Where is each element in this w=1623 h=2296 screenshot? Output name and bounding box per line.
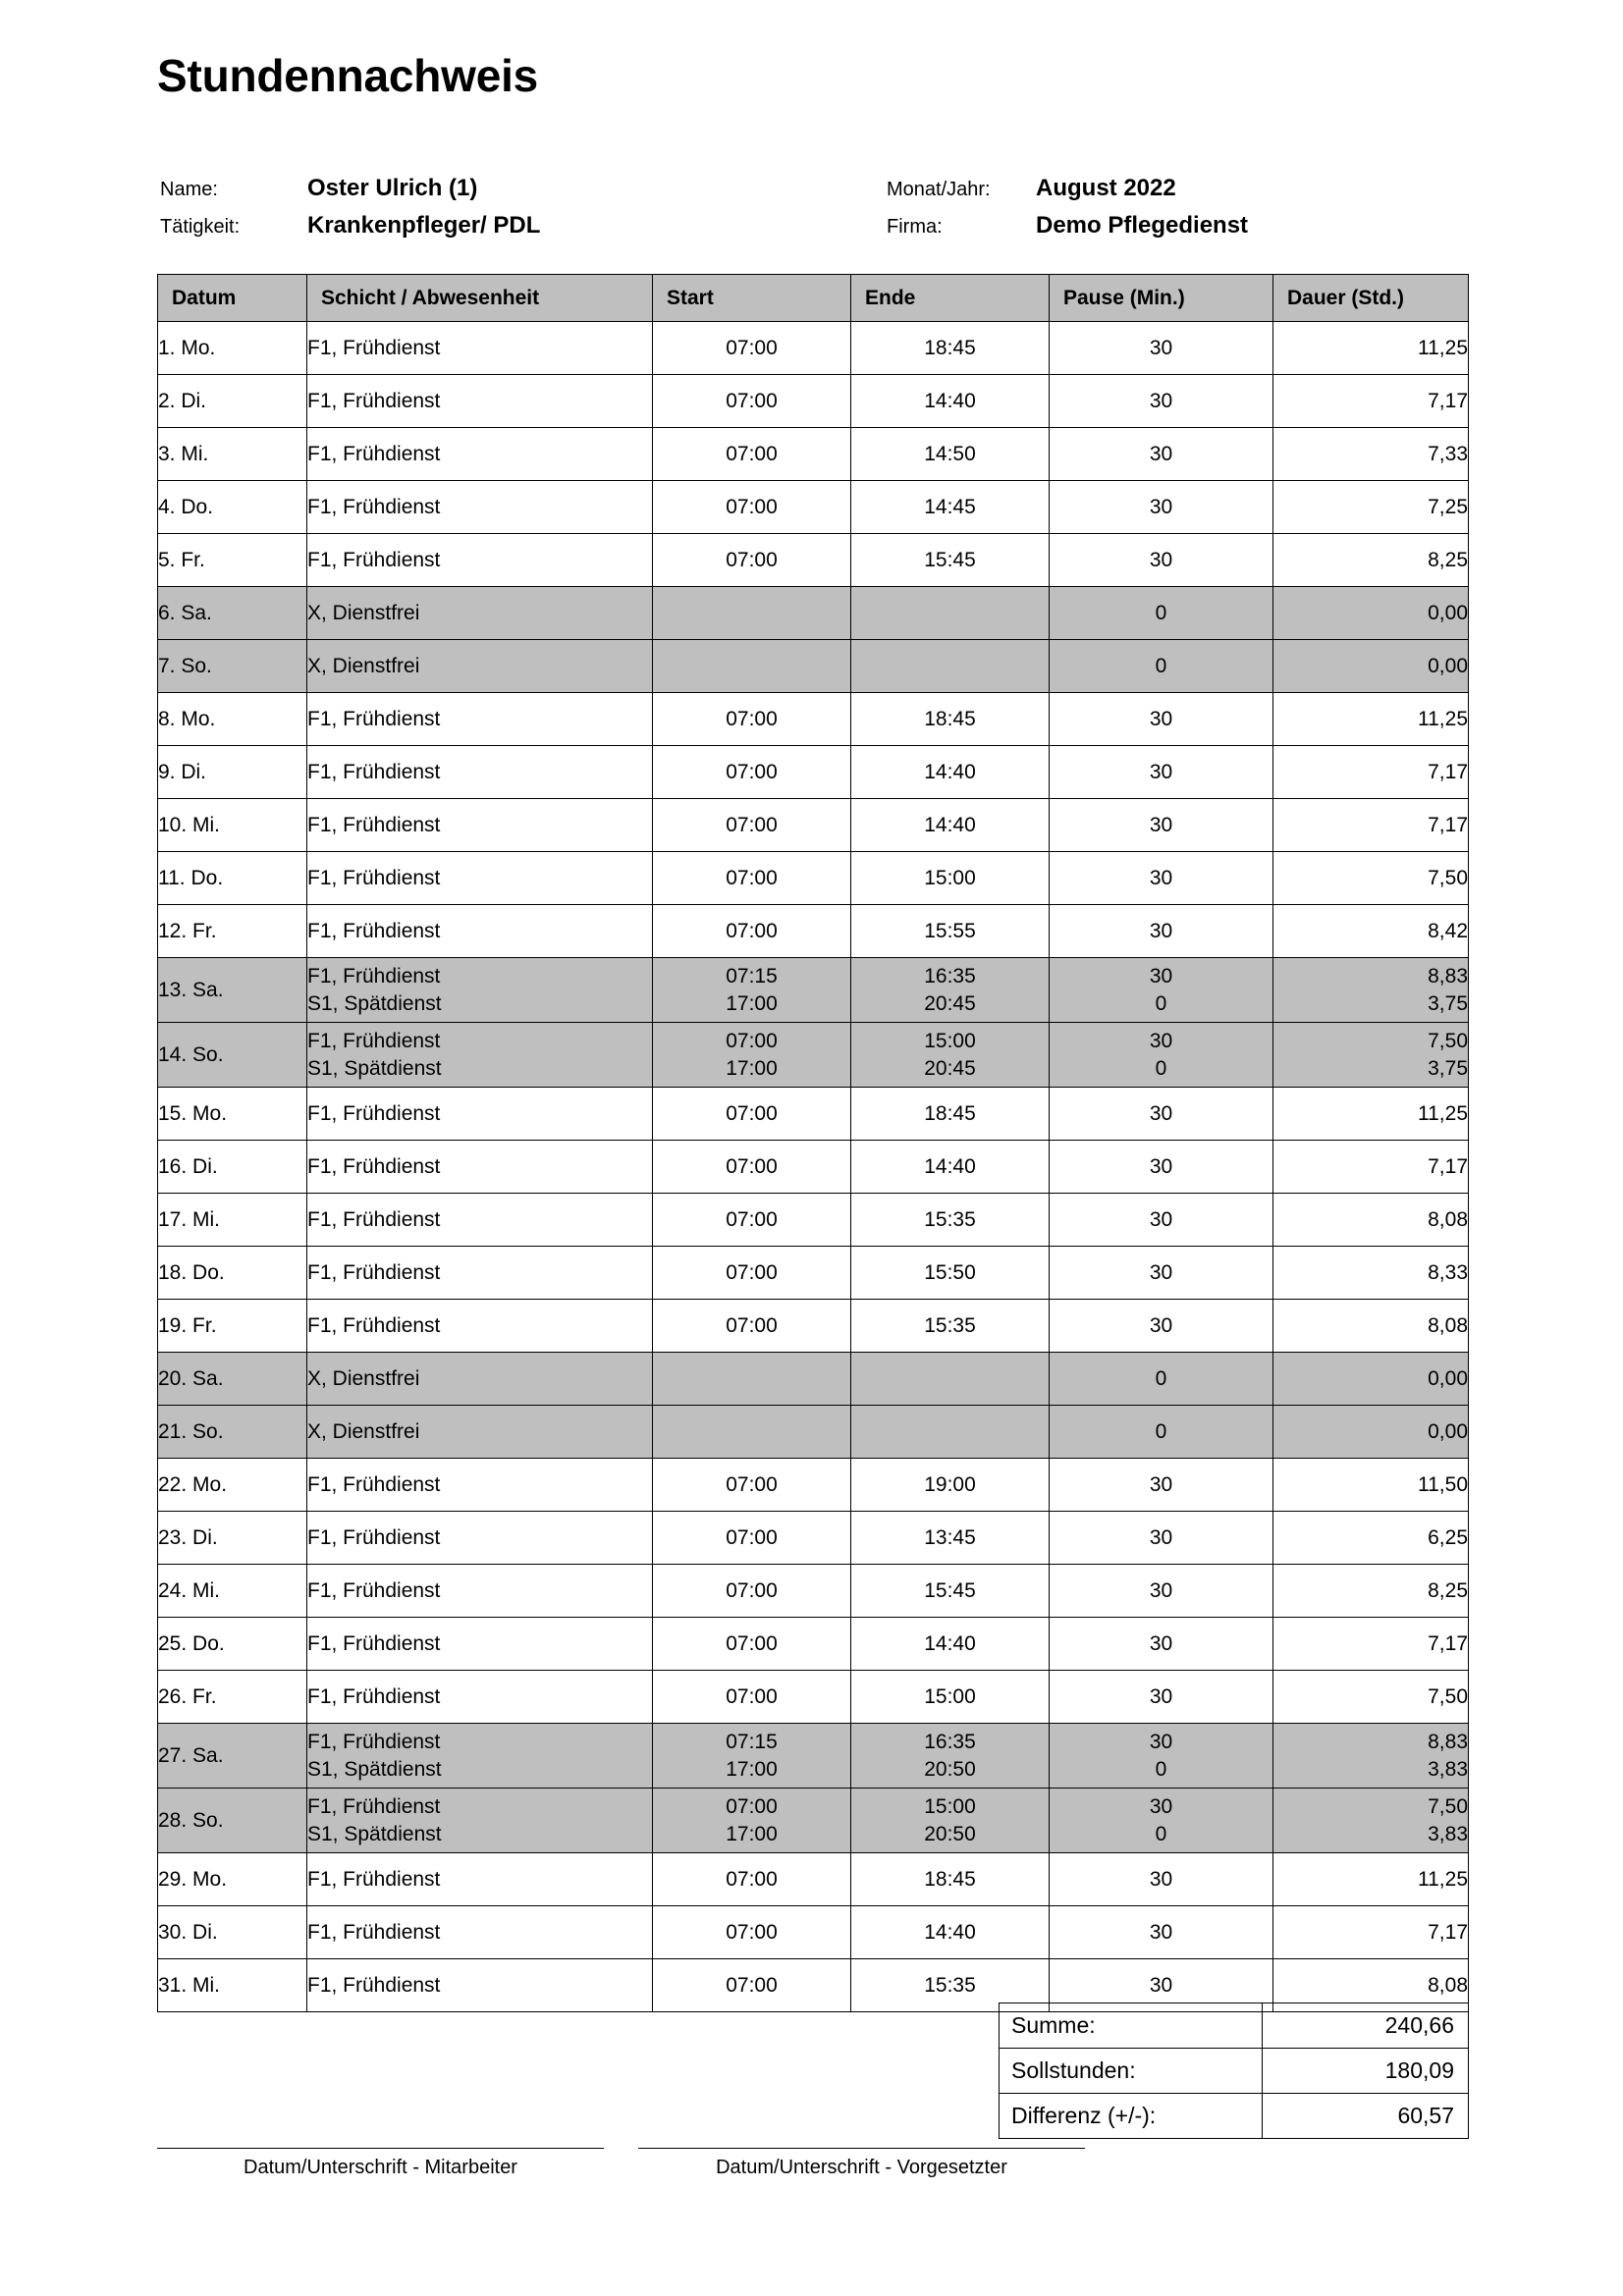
cell-ende: 15:00 20:50 [851, 1789, 1050, 1853]
cell-pause: 0 [1050, 1353, 1273, 1406]
cell-dauer: 11,50 [1273, 1459, 1469, 1512]
table-row [158, 534, 1469, 587]
cell-dauer: 8,25 [1273, 534, 1469, 587]
cell-schicht: F1, Frühdienst S1, Spätdienst [307, 958, 653, 1023]
cell-start: 07:00 [653, 905, 851, 958]
cell-ende: 14:45 [851, 481, 1050, 534]
taetigkeit-value: Krankenpfleger/ PDL [307, 212, 541, 239]
cell-start: 07:00 [653, 322, 851, 375]
cell-start [653, 640, 851, 693]
table-row [158, 693, 1469, 746]
cell-pause: 0 [1050, 587, 1273, 640]
cell-dauer: 11,25 [1273, 693, 1469, 746]
cell-schicht: F1, Frühdienst [307, 1906, 653, 1959]
cell-dauer: 6,25 [1273, 1512, 1469, 1565]
cell-schicht: F1, Frühdienst [307, 322, 653, 375]
cell-pause: 30 [1050, 322, 1273, 375]
cell-start: 07:00 [653, 1088, 851, 1141]
cell-datum: 2. Di. [158, 375, 307, 428]
cell-schicht: F1, Frühdienst [307, 428, 653, 481]
cell-schicht: F1, Frühdienst S1, Spätdienst [307, 1724, 653, 1789]
signature-caption-employee: Datum/Unterschrift - Mitarbeiter [243, 2157, 517, 2178]
cell-start: 07:00 17:00 [653, 1789, 851, 1853]
cell-schicht: F1, Frühdienst [307, 1618, 653, 1671]
cell-datum: 26. Fr. [158, 1671, 307, 1724]
cell-dauer: 7,17 [1273, 375, 1469, 428]
cell-datum: 12. Fr. [158, 905, 307, 958]
cell-dauer: 7,17 [1273, 1906, 1469, 1959]
meta-row-firma [887, 212, 1248, 249]
cell-start [653, 587, 851, 640]
cell-ende: 14:50 [851, 428, 1050, 481]
cell-dauer: 7,17 [1273, 746, 1469, 799]
cell-schicht: F1, Frühdienst [307, 1088, 653, 1141]
table-row [158, 587, 1469, 640]
table-row [158, 640, 1469, 693]
meta-row-name [160, 175, 887, 212]
header-meta-right [887, 175, 1248, 249]
table-row [158, 1459, 1469, 1512]
cell-schicht: F1, Frühdienst [307, 534, 653, 587]
cell-dauer: 0,00 [1273, 1406, 1469, 1459]
table-header [158, 275, 1469, 322]
signature-block-supervisor [638, 2148, 1090, 2179]
cell-start: 07:00 17:00 [653, 1023, 851, 1088]
cell-schicht: F1, Frühdienst [307, 1512, 653, 1565]
table-row [158, 1300, 1469, 1353]
cell-schicht: F1, Frühdienst [307, 746, 653, 799]
cell-datum: 5. Fr. [158, 534, 307, 587]
cell-datum: 23. Di. [158, 1512, 307, 1565]
cell-pause: 30 [1050, 1141, 1273, 1194]
cell-ende: 14:40 [851, 799, 1050, 852]
cell-start: 07:00 [653, 852, 851, 905]
column-header-datum: Datum [158, 275, 307, 322]
cell-ende: 14:40 [851, 746, 1050, 799]
cell-pause: 30 0 [1050, 1724, 1273, 1789]
name-label: Name: [160, 179, 218, 200]
cell-datum: 10. Mi. [158, 799, 307, 852]
cell-ende: 16:35 20:50 [851, 1724, 1050, 1789]
signature-area [157, 2148, 1139, 2179]
table-body [158, 322, 1469, 2012]
cell-datum: 24. Mi. [158, 1565, 307, 1618]
table-row [158, 428, 1469, 481]
table-row [158, 852, 1469, 905]
cell-start: 07:00 [653, 1853, 851, 1906]
cell-ende [851, 1406, 1050, 1459]
cell-datum: 16. Di. [158, 1141, 307, 1194]
cell-start: 07:00 [653, 481, 851, 534]
cell-pause: 30 [1050, 1247, 1273, 1300]
cell-schicht: F1, Frühdienst [307, 852, 653, 905]
cell-pause: 30 0 [1050, 1023, 1273, 1088]
cell-ende: 13:45 [851, 1512, 1050, 1565]
cell-start: 07:00 [653, 1194, 851, 1247]
cell-dauer: 11,25 [1273, 322, 1469, 375]
cell-dauer: 7,17 [1273, 1141, 1469, 1194]
cell-schicht: F1, Frühdienst [307, 1959, 653, 2012]
cell-dauer: 8,83 3,83 [1273, 1724, 1469, 1789]
cell-datum: 3. Mi. [158, 428, 307, 481]
cell-datum: 18. Do. [158, 1247, 307, 1300]
cell-dauer: 7,50 3,83 [1273, 1789, 1469, 1853]
totals-body [1000, 2003, 1469, 2139]
table-row [158, 1088, 1469, 1141]
cell-datum: 30. Di. [158, 1906, 307, 1959]
cell-start: 07:00 [653, 375, 851, 428]
table-row [158, 1141, 1469, 1194]
table-row [158, 1406, 1469, 1459]
cell-dauer: 8,42 [1273, 905, 1469, 958]
totals-row [1000, 2003, 1469, 2049]
cell-ende: 18:45 [851, 693, 1050, 746]
totals-label: Differenz (+/-): [1000, 2094, 1263, 2139]
cell-datum: 22. Mo. [158, 1459, 307, 1512]
cell-datum: 4. Do. [158, 481, 307, 534]
cell-schicht: F1, Frühdienst [307, 1565, 653, 1618]
cell-dauer: 8,25 [1273, 1565, 1469, 1618]
cell-ende: 14:40 [851, 1618, 1050, 1671]
table-row [158, 1565, 1469, 1618]
cell-schicht: F1, Frühdienst [307, 375, 653, 428]
table-row [158, 1512, 1469, 1565]
totals-row [1000, 2094, 1469, 2139]
cell-pause: 30 [1050, 428, 1273, 481]
column-header-dauer: Dauer (Std.) [1273, 275, 1469, 322]
cell-datum: 20. Sa. [158, 1353, 307, 1406]
cell-pause: 30 0 [1050, 958, 1273, 1023]
monat-value: August 2022 [1036, 175, 1176, 201]
cell-datum: 11. Do. [158, 852, 307, 905]
cell-ende: 15:00 20:45 [851, 1023, 1050, 1088]
cell-dauer: 11,25 [1273, 1088, 1469, 1141]
table-row [158, 1247, 1469, 1300]
page-title: Stundennachweis [157, 50, 539, 101]
header-meta [160, 175, 1466, 249]
cell-ende: 15:35 [851, 1959, 1050, 2012]
cell-dauer: 8,08 [1273, 1959, 1469, 2012]
cell-dauer: 7,17 [1273, 1618, 1469, 1671]
cell-ende: 15:55 [851, 905, 1050, 958]
cell-pause: 30 [1050, 746, 1273, 799]
table-row [158, 1671, 1469, 1724]
name-value: Oster Ulrich (1) [307, 175, 478, 201]
totals-label: Summe: [1000, 2003, 1263, 2049]
cell-pause: 30 [1050, 1906, 1273, 1959]
cell-start: 07:00 [653, 1565, 851, 1618]
cell-datum: 8. Mo. [158, 693, 307, 746]
cell-start [653, 1353, 851, 1406]
table-row [158, 1353, 1469, 1406]
cell-schicht: X, Dienstfrei [307, 640, 653, 693]
cell-dauer: 7,50 3,75 [1273, 1023, 1469, 1088]
cell-schicht: F1, Frühdienst [307, 799, 653, 852]
cell-dauer: 7,50 [1273, 852, 1469, 905]
cell-datum: 27. Sa. [158, 1724, 307, 1789]
cell-dauer: 7,50 [1273, 1671, 1469, 1724]
column-header-schicht: Schicht / Abwesenheit [307, 275, 653, 322]
table-row [158, 746, 1469, 799]
cell-dauer: 8,33 [1273, 1247, 1469, 1300]
cell-ende: 15:00 [851, 852, 1050, 905]
cell-schicht: F1, Frühdienst [307, 905, 653, 958]
totals-value: 60,57 [1263, 2094, 1469, 2139]
cell-pause: 30 [1050, 852, 1273, 905]
cell-ende: 18:45 [851, 322, 1050, 375]
totals-table [999, 2002, 1469, 2139]
totals-value: 240,66 [1263, 2003, 1469, 2049]
cell-schicht: X, Dienstfrei [307, 587, 653, 640]
meta-row-taetigkeit [160, 212, 887, 249]
cell-schicht: F1, Frühdienst [307, 693, 653, 746]
cell-start: 07:00 [653, 1618, 851, 1671]
firma-label: Firma: [887, 216, 943, 238]
cell-pause: 0 [1050, 1406, 1273, 1459]
cell-ende: 15:50 [851, 1247, 1050, 1300]
cell-schicht: F1, Frühdienst [307, 1853, 653, 1906]
totals-label: Sollstunden: [1000, 2049, 1263, 2094]
cell-dauer: 7,33 [1273, 428, 1469, 481]
cell-ende: 16:35 20:45 [851, 958, 1050, 1023]
cell-schicht: F1, Frühdienst [307, 1247, 653, 1300]
monat-label: Monat/Jahr: [887, 179, 991, 200]
cell-ende: 15:00 [851, 1671, 1050, 1724]
cell-schicht: F1, Frühdienst [307, 481, 653, 534]
cell-pause: 30 [1050, 1671, 1273, 1724]
cell-pause: 30 [1050, 1459, 1273, 1512]
cell-ende: 14:40 [851, 1906, 1050, 1959]
cell-start: 07:00 [653, 1300, 851, 1353]
cell-pause: 30 [1050, 1300, 1273, 1353]
cell-pause: 30 [1050, 1565, 1273, 1618]
cell-pause: 30 [1050, 799, 1273, 852]
cell-datum: 7. So. [158, 640, 307, 693]
cell-pause: 30 [1050, 905, 1273, 958]
cell-ende: 15:35 [851, 1300, 1050, 1353]
cell-schicht: F1, Frühdienst [307, 1194, 653, 1247]
cell-datum: 1. Mo. [158, 322, 307, 375]
cell-schicht: F1, Frühdienst S1, Spätdienst [307, 1789, 653, 1853]
table-row [158, 1023, 1469, 1088]
cell-pause: 30 [1050, 1088, 1273, 1141]
table-header-row [158, 275, 1469, 322]
cell-datum: 31. Mi. [158, 1959, 307, 2012]
cell-start: 07:00 [653, 799, 851, 852]
table-row [158, 799, 1469, 852]
table-row [158, 481, 1469, 534]
cell-dauer: 7,25 [1273, 481, 1469, 534]
cell-datum: 29. Mo. [158, 1853, 307, 1906]
meta-row-monat [887, 175, 1248, 212]
totals-row [1000, 2049, 1469, 2094]
cell-ende [851, 1353, 1050, 1406]
cell-pause: 30 [1050, 1618, 1273, 1671]
cell-start: 07:00 [653, 746, 851, 799]
cell-ende: 14:40 [851, 1141, 1050, 1194]
cell-ende: 18:45 [851, 1853, 1050, 1906]
cell-dauer: 8,08 [1273, 1194, 1469, 1247]
cell-datum: 9. Di. [158, 746, 307, 799]
cell-pause: 30 [1050, 1194, 1273, 1247]
table-row [158, 958, 1469, 1023]
cell-dauer: 0,00 [1273, 587, 1469, 640]
cell-ende: 18:45 [851, 1088, 1050, 1141]
cell-pause: 30 [1050, 693, 1273, 746]
cell-start: 07:15 17:00 [653, 958, 851, 1023]
table-row [158, 905, 1469, 958]
column-header-start: Start [653, 275, 851, 322]
cell-datum: 6. Sa. [158, 587, 307, 640]
cell-ende [851, 587, 1050, 640]
cell-schicht: F1, Frühdienst [307, 1300, 653, 1353]
cell-pause: 30 [1050, 1853, 1273, 1906]
cell-dauer: 0,00 [1273, 1353, 1469, 1406]
cell-start: 07:15 17:00 [653, 1724, 851, 1789]
cell-datum: 15. Mo. [158, 1088, 307, 1141]
column-header-ende: Ende [851, 275, 1050, 322]
signature-caption-supervisor: Datum/Unterschrift - Vorgesetzter [716, 2157, 1007, 2178]
cell-start: 07:00 [653, 1512, 851, 1565]
cell-dauer: 8,08 [1273, 1300, 1469, 1353]
table-row [158, 322, 1469, 375]
cell-ende: 15:45 [851, 534, 1050, 587]
cell-dauer: 7,17 [1273, 799, 1469, 852]
cell-schicht: F1, Frühdienst [307, 1671, 653, 1724]
cell-datum: 25. Do. [158, 1618, 307, 1671]
signature-block-employee [157, 2148, 609, 2179]
table-row [158, 1906, 1469, 1959]
timesheet-table [157, 274, 1469, 2012]
header-meta-left [160, 175, 887, 249]
firma-value: Demo Pflegedienst [1036, 212, 1249, 239]
cell-pause: 30 [1050, 1959, 1273, 2012]
cell-start: 07:00 [653, 1671, 851, 1724]
table-row [158, 1789, 1469, 1853]
table-row [158, 375, 1469, 428]
cell-dauer: 11,25 [1273, 1853, 1469, 1906]
cell-start: 07:00 [653, 1959, 851, 2012]
cell-start: 07:00 [653, 693, 851, 746]
cell-start: 07:00 [653, 1247, 851, 1300]
cell-pause: 30 [1050, 481, 1273, 534]
totals-value: 180,09 [1263, 2049, 1469, 2094]
cell-pause: 0 [1050, 640, 1273, 693]
cell-pause: 30 [1050, 534, 1273, 587]
cell-ende: 19:00 [851, 1459, 1050, 1512]
cell-start: 07:00 [653, 428, 851, 481]
cell-pause: 30 [1050, 375, 1273, 428]
cell-ende: 15:35 [851, 1194, 1050, 1247]
table-row [158, 1724, 1469, 1789]
table-row [158, 1194, 1469, 1247]
cell-datum: 17. Mi. [158, 1194, 307, 1247]
cell-schicht: X, Dienstfrei [307, 1406, 653, 1459]
cell-datum: 13. Sa. [158, 958, 307, 1023]
column-header-pause: Pause (Min.) [1050, 275, 1273, 322]
table-row [158, 1618, 1469, 1671]
cell-start [653, 1406, 851, 1459]
cell-dauer: 0,00 [1273, 640, 1469, 693]
cell-dauer: 8,83 3,75 [1273, 958, 1469, 1023]
cell-pause: 30 [1050, 1512, 1273, 1565]
cell-start: 07:00 [653, 1141, 851, 1194]
cell-datum: 28. So. [158, 1789, 307, 1853]
cell-datum: 21. So. [158, 1406, 307, 1459]
cell-start: 07:00 [653, 1459, 851, 1512]
cell-start: 07:00 [653, 534, 851, 587]
cell-schicht: X, Dienstfrei [307, 1353, 653, 1406]
table-row [158, 1853, 1469, 1906]
cell-schicht: F1, Frühdienst [307, 1141, 653, 1194]
cell-ende: 14:40 [851, 375, 1050, 428]
taetigkeit-label: Tätigkeit: [160, 216, 241, 238]
cell-schicht: F1, Frühdienst S1, Spätdienst [307, 1023, 653, 1088]
cell-datum: 19. Fr. [158, 1300, 307, 1353]
cell-start: 07:00 [653, 1906, 851, 1959]
cell-schicht: F1, Frühdienst [307, 1459, 653, 1512]
cell-datum: 14. So. [158, 1023, 307, 1088]
cell-ende [851, 640, 1050, 693]
cell-pause: 30 0 [1050, 1789, 1273, 1853]
cell-ende: 15:45 [851, 1565, 1050, 1618]
